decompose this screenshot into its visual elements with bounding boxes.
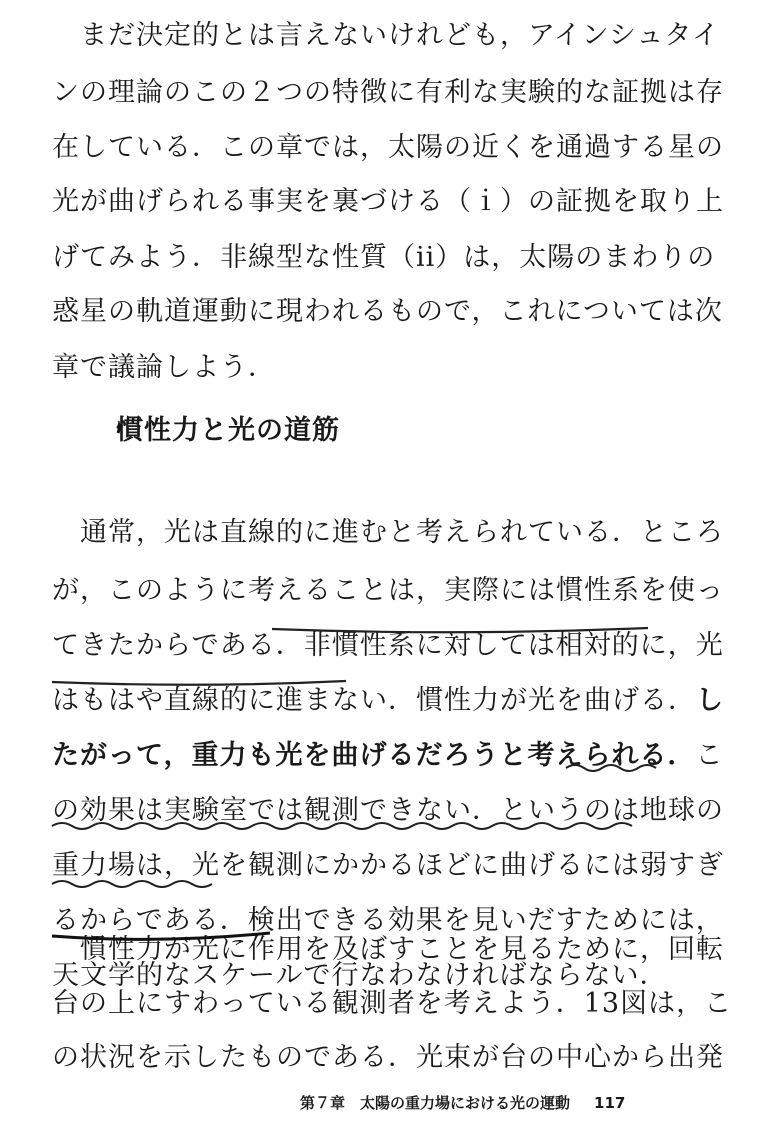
bold-text-segment: し bbox=[696, 685, 724, 716]
text-segment: の効果は実験室では観測できない．というのは地球の bbox=[52, 795, 724, 826]
text-segment: げてみよう．非線型な性質（ii）は，太陽のまわりの bbox=[52, 242, 716, 273]
text-segment: 光が曲げられる事実を裏づける（ｉ）の証拠を取り上 bbox=[52, 186, 724, 217]
text-segment: こ bbox=[695, 740, 724, 771]
text-segment: 慣性力が光に作用を及ぼすことを見るために，回転 bbox=[80, 934, 724, 965]
text-line bbox=[0, 130, 756, 166]
text-line bbox=[0, 18, 784, 54]
text-segment: 台の上にすわっている観測者を考えよう．13図は，こ bbox=[52, 988, 733, 1019]
text-segment: てきたからである．非慣性系に対しては相対的に，光 bbox=[52, 630, 724, 661]
bold-text-segment: たがって，重力も光を曲げるだろうと考えられる． bbox=[52, 740, 696, 771]
text-line bbox=[0, 628, 756, 664]
text-segment: 天文学的なスケールで行なわなければならない． bbox=[52, 960, 668, 991]
text-segment: ンの理論のこの２つの特徴に有利な実験的な証拠は存 bbox=[52, 77, 724, 108]
text-line bbox=[0, 184, 756, 220]
running-footer-chapter: 第７章 太陽の重力場における光の運動 bbox=[300, 1094, 571, 1112]
text-segment: 通常，光は直線的に進むと考えられている．ところ bbox=[80, 517, 724, 548]
text-line bbox=[0, 75, 756, 111]
page-footer bbox=[300, 1092, 625, 1113]
text-line bbox=[0, 350, 756, 386]
text-segment: はもはや直線的に進まない．慣性力が光を曲げる． bbox=[52, 685, 696, 716]
text-line bbox=[0, 986, 756, 1022]
text-line bbox=[0, 573, 756, 609]
section-heading: 慣性力と光の道筋 bbox=[116, 415, 340, 446]
text-line bbox=[0, 848, 756, 884]
text-segment: るからである．検出できる効果を見いだすためには， bbox=[52, 905, 724, 936]
text-line bbox=[0, 932, 784, 968]
text-line bbox=[0, 738, 756, 774]
text-segment: 惑星の軌道運動に現われるもので，これについては次 bbox=[52, 296, 723, 327]
text-line bbox=[0, 793, 756, 829]
page-number: 117 bbox=[594, 1094, 626, 1112]
text-segment: 章で議論しよう． bbox=[52, 352, 276, 383]
text-line bbox=[0, 1040, 756, 1076]
text-segment: まだ決定的とは言えないけれども，アインシュタイ bbox=[80, 20, 720, 51]
text-line bbox=[0, 683, 756, 719]
text-segment: 在している．この章では，太陽の近くを通過する星の bbox=[52, 132, 724, 163]
text-segment: が，このように考えることは，実際には慣性系を使っ bbox=[52, 575, 724, 606]
text-segment: 重力場は，光を観測にかかるほどに曲げるには弱すぎ bbox=[52, 850, 724, 881]
text-segment: の状況を示したものである．光束が台の中心から出発 bbox=[52, 1042, 724, 1073]
text-line bbox=[0, 294, 756, 330]
text-line bbox=[0, 240, 756, 276]
text-line bbox=[0, 515, 784, 551]
